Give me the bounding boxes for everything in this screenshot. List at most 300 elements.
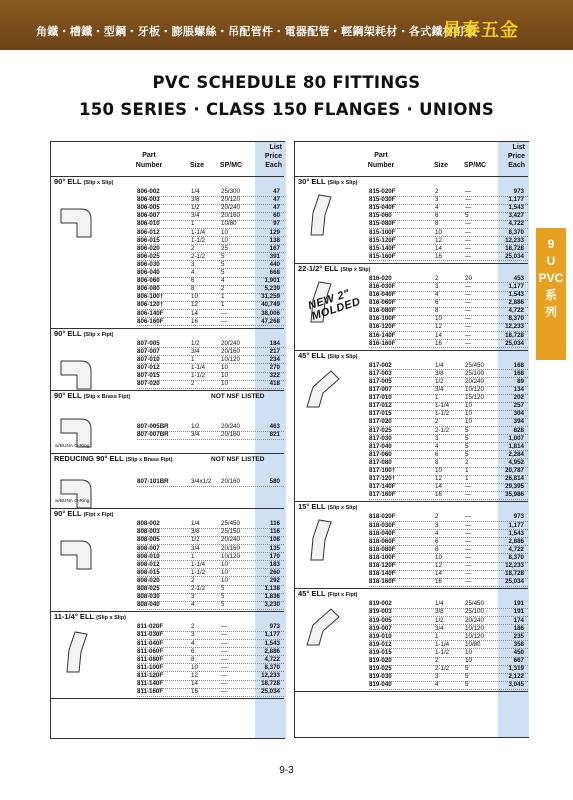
size: 14: [435, 331, 442, 339]
side-tab-char: 9: [547, 237, 555, 251]
size: 12: [435, 562, 442, 570]
size: 1: [435, 632, 439, 640]
part-number: 808-003: [137, 528, 160, 536]
section-title-text: 90° ELL: [54, 177, 82, 186]
part-number: 807-005: [137, 339, 160, 347]
new-molded-stamp: NEW 2" MOLDED: [306, 287, 363, 323]
list-price: 3,230: [264, 601, 280, 609]
sp-mc: 10/120: [221, 552, 240, 560]
sp-mc: 20/240: [221, 204, 240, 212]
table-row: [295, 340, 528, 348]
header-spmc: SP/MC: [219, 162, 243, 169]
table-row: [295, 578, 528, 586]
size: 2: [191, 244, 195, 252]
part-number: 819-010: [369, 632, 392, 640]
sp-mc: —: [221, 647, 228, 655]
list-price: 183: [269, 560, 280, 568]
list-price: 821: [269, 431, 280, 439]
list-price: 391: [269, 252, 280, 260]
sp-mc: —: [465, 204, 472, 212]
header-number: Number: [135, 162, 163, 169]
part-number: 806-010: [137, 220, 160, 228]
side-tab-char: 系: [544, 288, 557, 302]
section-subtitle: (Slip x Slip): [327, 505, 358, 512]
size: 8: [191, 285, 195, 293]
sp-mc: —: [465, 570, 472, 578]
table-row: [51, 601, 284, 609]
sp-mc: —: [465, 483, 472, 491]
part-number: 806-005: [137, 204, 160, 212]
size: 14: [191, 680, 198, 688]
part-number: 818-030F: [369, 521, 396, 529]
size: 6: [191, 277, 195, 285]
size: 4: [191, 269, 195, 276]
fitting-section: [51, 454, 284, 509]
table-row: [51, 285, 284, 293]
part-number: 817-020: [369, 418, 392, 426]
part-number: 806-120†: [137, 301, 164, 309]
part-number: 817-025: [369, 426, 392, 434]
part-number: 817-030: [369, 434, 392, 442]
table-row: [295, 418, 528, 426]
sp-mc: 20/240: [221, 536, 240, 544]
table-row: [51, 196, 284, 204]
sp-mc: 10/120: [465, 632, 484, 640]
table-row: [295, 370, 528, 378]
sp-mc: 5: [465, 426, 469, 434]
list-price: 2,886: [264, 647, 280, 655]
part-number: 819-012: [369, 640, 392, 648]
list-price: 2,886: [508, 299, 524, 307]
section-title: [51, 329, 284, 339]
sp-mc: —: [221, 655, 228, 663]
size: 3: [435, 282, 439, 290]
sp-mc: 5: [465, 450, 469, 458]
part-number: 817-002: [369, 361, 392, 369]
row-divider: [369, 260, 528, 261]
part-number: 817-003: [369, 369, 392, 377]
list-price: 12,233: [505, 236, 524, 244]
size: 1-1/4: [435, 402, 450, 410]
list-price: 25,034: [261, 688, 280, 696]
size: 6: [191, 647, 195, 655]
size: 3/4: [191, 544, 200, 552]
row-divider: [369, 689, 528, 690]
fitting-section: [295, 177, 528, 264]
table-row: [295, 378, 528, 386]
size: 3: [435, 673, 439, 681]
size: 14: [435, 244, 442, 252]
sp-mc: 2: [221, 285, 225, 293]
size: 3/4: [435, 386, 444, 394]
size: 1/2: [191, 423, 200, 431]
list-price: 20,787: [505, 467, 524, 475]
sp-mc: 5: [465, 212, 469, 220]
part-number: 808-025: [137, 585, 160, 593]
list-price: 12,233: [505, 562, 524, 570]
list-price: 1,543: [508, 529, 524, 537]
list-price: 40,749: [261, 301, 280, 309]
row-divider: [137, 696, 284, 697]
list-price: 35,986: [505, 491, 524, 499]
oring-note: w/BUNA O-Ring: [55, 499, 90, 505]
size: 1: [191, 220, 195, 228]
part-number: 817-120†: [369, 475, 396, 483]
fitting-section: [51, 612, 284, 699]
section-title: [295, 589, 528, 599]
sp-mc: —: [465, 553, 472, 561]
size: 10: [435, 228, 442, 236]
table-row: [51, 593, 284, 601]
part-number: 807-005BR: [137, 423, 169, 431]
list-price: 1,177: [508, 196, 524, 204]
table-row: [295, 554, 528, 562]
size: 1: [191, 355, 195, 363]
sp-mc: 10: [221, 228, 228, 236]
part-number: 817-060: [369, 450, 392, 458]
part-number: 819-040: [369, 681, 392, 689]
table-row: [295, 475, 528, 483]
sp-mc: —: [465, 299, 472, 307]
part-number: 815-030F: [369, 196, 396, 204]
row-divider: [137, 439, 284, 440]
size: 10: [191, 293, 198, 301]
table-row: [295, 483, 528, 491]
sp-mc: 5: [465, 434, 469, 442]
size: 12: [191, 301, 198, 309]
list-price: 4,722: [508, 545, 524, 553]
part-number: 817-040: [369, 442, 392, 450]
size: 16: [435, 252, 442, 260]
size: 2-1/2: [435, 665, 450, 673]
table-header: [51, 142, 284, 177]
header-number: Number: [367, 162, 395, 169]
section-title: [295, 177, 528, 187]
part-number: 811-040F: [137, 639, 164, 647]
page-title-block: [0, 73, 573, 119]
size: 3/4: [191, 212, 200, 220]
table-row: [51, 631, 284, 639]
sp-mc: 15/120: [465, 394, 484, 402]
part-number: 811-100F: [137, 663, 164, 671]
part-number: 806-007: [137, 212, 160, 220]
size: 6: [435, 212, 439, 220]
sp-mc: —: [221, 309, 228, 317]
size: 1-1/2: [191, 236, 206, 244]
size: 2: [191, 623, 195, 631]
list-price: 138: [269, 236, 280, 244]
list-price: 1,836: [264, 593, 280, 601]
size: 14: [435, 483, 442, 491]
top-banner: [0, 0, 573, 50]
side-tab-char: U: [546, 254, 556, 268]
size: 3: [191, 593, 195, 601]
list-price: 8,370: [264, 663, 280, 671]
sp-mc: 10/120: [465, 386, 484, 394]
list-price: 202: [513, 394, 524, 402]
size: 3: [435, 434, 439, 442]
table-row: [295, 641, 528, 649]
section-title-text: REDUCING 90° ELL: [54, 454, 124, 464]
table-row: [295, 467, 528, 475]
size: 10: [435, 467, 442, 475]
part-number: 816-160F: [369, 339, 396, 347]
sp-mc: 10: [221, 380, 228, 388]
part-number: 807-010: [137, 355, 160, 363]
sp-mc: 25/150: [221, 528, 240, 536]
section-subtitle: (Slip x Slip): [83, 180, 114, 186]
part-number: 819-030: [369, 673, 392, 681]
sp-mc: 20/160: [221, 544, 240, 552]
table-row: [295, 665, 528, 673]
table-row: [295, 188, 528, 196]
sp-mc: —: [465, 323, 472, 331]
list-price: 135: [269, 544, 280, 552]
list-price: 667: [513, 657, 524, 665]
table-row: [51, 301, 284, 309]
part-number: 806-100†: [137, 293, 164, 301]
table-row: [295, 649, 528, 657]
size: 2: [435, 274, 439, 282]
sp-mc: 25/450: [465, 600, 484, 608]
list-price: 97: [273, 220, 280, 228]
row-divider: [137, 609, 284, 610]
table-row: [295, 427, 528, 435]
table-row: [51, 664, 284, 672]
table-row: [295, 386, 528, 394]
list-price: 260: [269, 568, 280, 576]
part-number: 816-040F: [369, 291, 396, 299]
section-subtitle: (Slip x Slip): [340, 266, 371, 273]
table-row: [51, 380, 284, 388]
size: 2-1/2: [435, 426, 450, 434]
sp-mc: —: [221, 688, 228, 696]
sp-mc: 5: [465, 665, 469, 673]
list-price: 270: [269, 363, 280, 371]
table-row: [51, 569, 284, 577]
list-price: 12,233: [261, 671, 280, 679]
part-number: 811-020F: [137, 623, 164, 631]
list-price: 8,370: [508, 228, 524, 236]
sp-mc: 10/120: [465, 624, 484, 632]
sp-mc: —: [465, 188, 472, 195]
table-row: [295, 229, 528, 237]
section-subtitle: (Slip x Brass Fipt): [83, 394, 131, 401]
header-price: Price: [507, 153, 525, 160]
table-row: [51, 640, 284, 648]
list-price: 1,901: [264, 277, 280, 285]
sp-mc: 20/240: [221, 423, 240, 431]
table-row: [51, 277, 284, 285]
list-price: 47: [273, 204, 280, 212]
fitting-picture: [57, 466, 101, 515]
sp-mc: 20/160: [221, 431, 240, 439]
list-price: 116: [270, 528, 280, 536]
table-row: [51, 356, 284, 364]
sp-mc: 1: [221, 301, 225, 309]
section-title: [295, 264, 528, 274]
sp-mc: —: [465, 236, 472, 244]
sp-mc: 20/240: [465, 377, 484, 385]
table-row: [51, 648, 284, 656]
table-row: [51, 348, 284, 356]
list-price: 1,814: [508, 442, 524, 450]
sp-mc: —: [465, 339, 472, 347]
table-row: [295, 530, 528, 538]
list-price: 418: [269, 380, 280, 388]
size: 16: [435, 339, 442, 347]
part-number: 806-160F: [137, 317, 164, 325]
size: 2-1/2: [191, 585, 206, 593]
part-number: 806-002: [137, 188, 160, 195]
table-row: [51, 229, 284, 237]
sp-mc: 10/120: [221, 355, 240, 363]
part-number: 811-080F: [137, 655, 164, 663]
table-row: [51, 536, 284, 544]
list-price: 1,138: [264, 585, 280, 593]
list-price: 8,370: [508, 553, 524, 561]
table-row: [295, 410, 528, 418]
part-number: 808-040: [137, 601, 160, 609]
list-price: 108: [269, 536, 280, 544]
header-each: Each: [265, 162, 282, 169]
section-title: [295, 502, 528, 512]
part-number: 815-160F: [369, 252, 396, 260]
size: 1-1/4: [191, 228, 206, 236]
size: 8: [435, 458, 439, 466]
section-subtitle: (Fipt x Fipt): [327, 592, 358, 599]
list-price: 463: [269, 423, 280, 431]
table-row: [51, 577, 284, 585]
part-number: 819-025: [369, 665, 392, 673]
sp-mc: 10: [221, 576, 228, 584]
table-row: [295, 459, 528, 467]
size: 1-1/2: [435, 648, 450, 656]
part-number: 806-140F: [137, 309, 164, 317]
fitting-section: [295, 502, 528, 589]
list-price: 89: [517, 377, 524, 385]
table-row: [295, 245, 528, 253]
header-each: Each: [508, 162, 525, 169]
table-row: [51, 293, 284, 301]
header-list: List: [512, 144, 525, 151]
sp-mc: —: [465, 252, 472, 260]
table-row: [295, 633, 528, 641]
part-number: 817-100†: [369, 467, 396, 475]
table-row: [295, 220, 528, 228]
table-row: [295, 451, 528, 459]
sp-mc: 5: [221, 260, 225, 268]
table-row: [51, 423, 284, 431]
sp-mc: 25/100: [465, 369, 484, 377]
sp-mc: —: [465, 307, 472, 315]
part-number: 807-020: [137, 380, 160, 388]
section-title-text: 45° ELL: [298, 350, 326, 360]
part-number: 817-010: [369, 394, 392, 402]
table-row: [51, 672, 284, 680]
section-body: [51, 622, 284, 698]
sp-mc: 10: [465, 657, 472, 665]
size: 1: [435, 394, 439, 402]
table-row: [51, 269, 284, 277]
sp-mc: —: [465, 244, 472, 252]
sp-mc: —: [221, 663, 228, 671]
page-title: PVC SCHEDULE 80 FITTINGS: [152, 73, 421, 92]
sp-mc: 2: [465, 458, 469, 466]
size: 6: [435, 450, 439, 458]
sp-mc: 5: [465, 673, 469, 681]
table-row: [295, 253, 528, 261]
part-number: 807-007: [137, 347, 160, 355]
header-price: Price: [264, 153, 282, 160]
size: 3: [435, 196, 439, 204]
table-row: [51, 318, 284, 326]
size: 8: [191, 655, 195, 663]
list-price: 4,722: [508, 220, 524, 228]
list-price: 450: [513, 648, 524, 656]
size: 1/4: [435, 600, 444, 608]
size: 3/4x1/2: [191, 478, 212, 486]
table-row: [295, 681, 528, 689]
sp-mc: 5: [221, 252, 225, 260]
row-divider: [369, 347, 528, 348]
part-number: 819-005: [369, 616, 392, 624]
section-body: [51, 339, 284, 391]
part-number: 819-020: [369, 657, 392, 665]
list-price: 973: [269, 623, 280, 631]
part-number: 811-120F: [137, 671, 164, 679]
table-row: [51, 561, 284, 569]
table-row: [295, 204, 528, 212]
sp-mc: —: [465, 562, 472, 570]
part-number: 816-080F: [369, 307, 396, 315]
sp-mc: 20/240: [465, 616, 484, 624]
list-price: 47: [273, 196, 280, 204]
section-subtitle: (Slip x Brass Fipt): [125, 457, 173, 464]
size: 14: [435, 570, 442, 578]
size: 1-1/2: [435, 410, 450, 418]
table-row: [295, 491, 528, 499]
section-body: [295, 512, 528, 588]
size: 4: [435, 529, 439, 537]
size: 1-1/2: [191, 372, 206, 380]
list-price: 973: [513, 513, 524, 521]
part-number: 818-140F: [369, 570, 396, 578]
table-row: [295, 546, 528, 554]
size: 2: [191, 380, 195, 388]
row-divider: [369, 586, 528, 587]
part-number: 806-030: [137, 260, 160, 268]
table-row: [295, 283, 528, 291]
size: 4: [435, 291, 439, 299]
section-title-text: 90° ELL: [54, 509, 82, 519]
page-number: 9-3: [279, 765, 294, 776]
size: 3/8: [191, 528, 200, 536]
section-subtitle: (Slip x Slip): [327, 180, 358, 186]
size: 8: [435, 220, 439, 228]
size: 3: [191, 260, 195, 268]
header-size: Size: [433, 162, 448, 169]
table-row: [51, 237, 284, 245]
section-title-text: 90° ELL: [54, 328, 82, 338]
section-subtitle: (Slip x Fipt): [83, 331, 114, 338]
section-body: [295, 187, 528, 263]
part-number: 806-012: [137, 228, 160, 236]
table-row: [295, 362, 528, 370]
list-price: 134: [513, 386, 524, 394]
size: 4: [191, 639, 195, 647]
part-number: 817-015: [369, 410, 392, 418]
